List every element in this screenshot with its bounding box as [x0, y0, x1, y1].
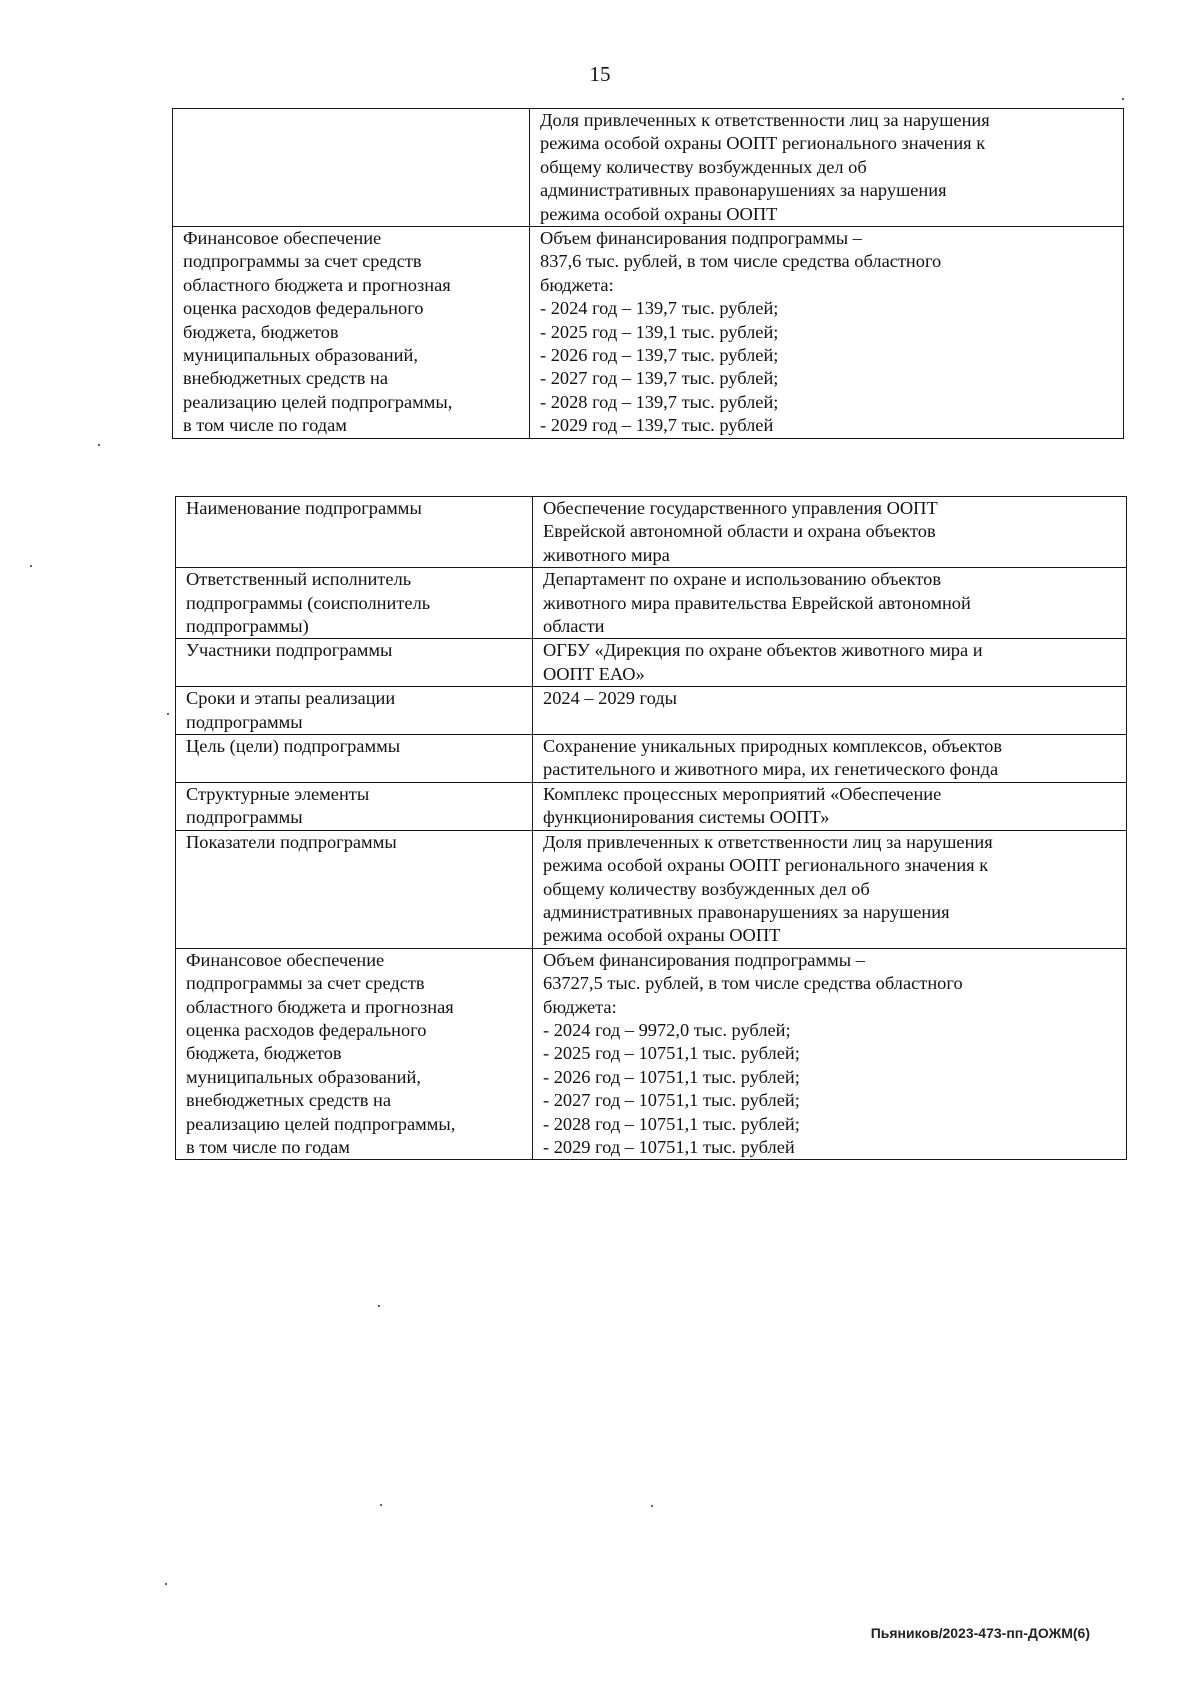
cell-text-line: подпрограммы (соисполнитель — [186, 592, 431, 613]
row-label-cell — [176, 568, 533, 639]
row-value-cell — [533, 568, 1127, 639]
cell-text-line: в том числе по годам — [183, 415, 347, 436]
cell-text-line: общему количеству возбужденных дел об — [543, 878, 870, 899]
cell-text-line: - 2027 год – 10751,1 тыс. рублей; — [543, 1090, 800, 1111]
cell-text-line: Сохранение уникальных природных комплексов, объектов — [543, 736, 1003, 757]
cell-text-line: - 2025 год – 10751,1 тыс. рублей; — [543, 1043, 800, 1064]
cell-text-line: бюджета: — [540, 274, 614, 295]
cell-text-line: Цель (цели) подпрограммы — [186, 736, 401, 757]
cell-text-line: подпрограммы) — [186, 616, 309, 637]
cell-text-line: - 2027 год – 139,7 тыс. рублей; — [540, 368, 779, 389]
cell-text-line: областного бюджета и прогнозная — [183, 274, 451, 295]
row-label-cell — [176, 782, 533, 830]
scan-speck — [378, 1305, 380, 1307]
cell-text-line: Доля привлеченных к ответственности лиц за нарушения — [543, 831, 993, 852]
cell-text-line: ООПТ ЕАО» — [543, 663, 645, 684]
cell-text-line: оценка расходов федерального — [186, 1019, 427, 1040]
scan-speck — [30, 565, 32, 567]
cell-text-line: функционирования системы ООПТ» — [543, 807, 830, 828]
cell-text-line: в том числе по годам — [186, 1136, 350, 1157]
cell-text-line: бюджета: — [543, 996, 617, 1017]
cell-text-line: реализацию целей подпрограммы, — [186, 1113, 456, 1134]
scan-speck — [380, 1504, 382, 1506]
scan-speck — [1122, 98, 1124, 100]
row-value-cell — [533, 782, 1127, 830]
row-label-cell — [176, 687, 533, 735]
cell-text-line: Наименование подпрограммы — [186, 498, 422, 518]
table-row — [176, 639, 1127, 687]
cell-text-line: внебюджетных средств на — [186, 1090, 391, 1111]
row-value-cell — [533, 687, 1127, 735]
cell-text-line: Объем финансирования подпрограммы – — [543, 949, 865, 970]
cell-text-line: режима особой охраны ООПТ регионального значения к — [543, 855, 989, 876]
table-row — [176, 948, 1127, 1160]
cell-text-line: животного мира — [543, 544, 670, 565]
cell-text-line: режима особой охраны ООПТ — [540, 203, 778, 224]
scan-speck — [98, 444, 100, 446]
cell-text-line: общему количеству возбужденных дел об — [540, 156, 867, 177]
cell-text-line: реализацию целей подпрограммы, — [183, 391, 453, 412]
cell-text-line: Показатели подпрограммы — [186, 831, 397, 852]
cell-text-line: 2024 – 2029 годы — [543, 688, 678, 709]
cell-text-line: режима особой охраны ООПТ — [543, 925, 781, 946]
table-row — [173, 109, 1124, 227]
scan-speck — [167, 713, 169, 715]
cell-text-line: области — [543, 616, 605, 637]
scan-speck — [651, 1505, 653, 1507]
cell-text-line: Финансовое обеспечение — [183, 228, 382, 249]
row-label-cell — [176, 639, 533, 687]
row-label-cell — [173, 109, 530, 227]
table-row — [176, 687, 1127, 735]
cell-text-line: Комплекс процессных мероприятий «Обеспечение — [543, 783, 942, 804]
row-label-cell — [173, 227, 530, 439]
cell-text-line: 837,6 тыс. рублей, в том числе средства областного — [540, 251, 942, 272]
cell-text-line: подпрограммы за счет средств — [186, 973, 425, 994]
cell-text-line: - 2026 год – 139,7 тыс. рублей; — [540, 345, 779, 366]
cell-text-line: - 2024 год – 9972,0 тыс. рублей; — [543, 1019, 791, 1040]
table-row — [176, 782, 1127, 830]
cell-text-line: растительного и животного мира, их генетического фонда — [543, 759, 999, 780]
table-row — [173, 227, 1124, 439]
cell-text-line: Сроки и этапы реализации — [186, 688, 396, 709]
cell-text-line: Доля привлеченных к ответственности лиц за нарушения — [540, 110, 990, 130]
cell-text-line: областного бюджета и прогнозная — [186, 996, 454, 1017]
cell-text-line: Структурные элементы — [186, 783, 370, 804]
cell-text-line: - 2029 год – 10751,1 тыс. рублей — [543, 1136, 795, 1157]
cell-text-line: Еврейской автономной области и охрана объектов — [543, 521, 936, 542]
table-row — [176, 497, 1127, 568]
scan-speck — [165, 1583, 167, 1585]
table-row — [176, 830, 1127, 948]
cell-text-line: бюджета, бюджетов — [183, 321, 339, 342]
table-row — [176, 735, 1127, 783]
cell-text-line: административных правонарушениях за нарушения — [543, 901, 950, 922]
cell-text-line: режима особой охраны ООПТ регионального значения к — [540, 133, 986, 154]
cell-text-line: - 2029 год – 139,7 тыс. рублей — [540, 415, 774, 436]
cell-text-line: муниципальных образований, — [186, 1066, 421, 1087]
cell-text-line: - 2024 год – 139,7 тыс. рублей; — [540, 298, 779, 319]
cell-text-line: - 2028 год – 10751,1 тыс. рублей; — [543, 1113, 800, 1134]
cell-text-line: оценка расходов федерального — [183, 298, 424, 319]
cell-text-line: подпрограммы — [186, 711, 303, 732]
cell-text-line: - 2025 год – 139,1 тыс. рублей; — [540, 321, 779, 342]
page-number: 15 — [589, 62, 611, 86]
table-row — [176, 568, 1127, 639]
cell-text-line: Объем финансирования подпрограммы – — [540, 228, 862, 249]
cell-text-line: - 2026 год – 10751,1 тыс. рублей; — [543, 1066, 800, 1087]
row-value-cell — [533, 497, 1127, 568]
subprogram-passport-table — [175, 496, 1127, 1160]
cell-text-line: ОГБУ «Дирекция по охране объектов животного мира и — [543, 640, 983, 661]
row-label-cell — [176, 948, 533, 1160]
row-label-cell — [176, 830, 533, 948]
cell-text-line: Финансовое обеспечение — [186, 949, 385, 970]
cell-text-line: бюджета, бюджетов — [186, 1043, 342, 1064]
cell-text-line: подпрограммы за счет средств — [183, 251, 422, 272]
passport-table-continuation — [172, 108, 1124, 439]
cell-text-line: Департамент по охране и использованию объектов — [543, 569, 942, 590]
cell-text-line: животного мира правительства Еврейской автономной — [543, 592, 971, 613]
cell-text-line: Участники подпрограммы — [186, 640, 393, 661]
cell-text-line: 63727,5 тыс. рублей, в том числе средства областного — [543, 973, 963, 994]
row-value-cell — [533, 735, 1127, 783]
cell-text-line: Ответственный исполнитель — [186, 569, 412, 590]
cell-text-line: Обеспечение государственного управления ООПТ — [543, 498, 938, 518]
cell-text-line: подпрограммы — [186, 807, 303, 828]
document-registration-code: Пьяников/2023-473-пп-ДОЖМ(6) — [870, 1625, 1090, 1641]
row-value-cell — [533, 639, 1127, 687]
row-value-cell — [533, 948, 1127, 1160]
cell-text-line: административных правонарушениях за нарушения — [540, 180, 947, 201]
cell-text-line: внебюджетных средств на — [183, 368, 388, 389]
cell-text-line: муниципальных образований, — [183, 345, 418, 366]
row-label-cell — [176, 735, 533, 783]
cell-text-line: - 2028 год – 139,7 тыс. рублей; — [540, 391, 779, 412]
row-value-cell — [530, 109, 1124, 227]
row-label-cell — [176, 497, 533, 568]
row-value-cell — [533, 830, 1127, 948]
row-value-cell — [530, 227, 1124, 439]
